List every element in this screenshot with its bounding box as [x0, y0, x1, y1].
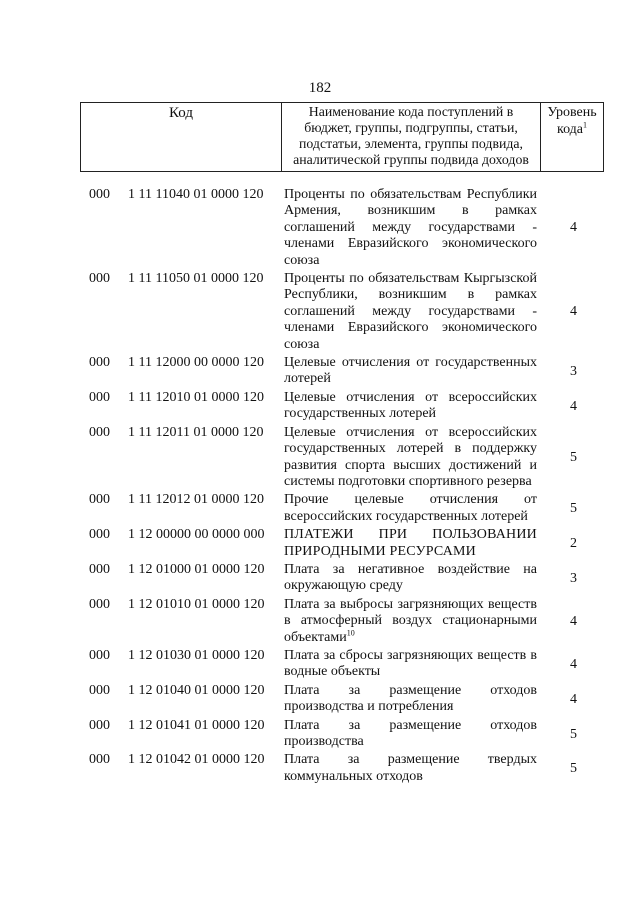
row-level: 3: [570, 570, 577, 586]
header-level-footnote: 1: [583, 120, 588, 130]
row-admin-code: 000: [89, 424, 110, 440]
row-footnote: 10: [346, 627, 355, 637]
table-row: [0, 648, 640, 681]
row-budget-code: 1 12 01000 01 0000 120: [128, 561, 265, 577]
table-row: [0, 271, 640, 353]
row-budget-code: 1 12 01042 01 0000 120: [128, 752, 265, 768]
row-name: [284, 562, 537, 595]
row-name: [284, 187, 537, 269]
row-admin-code: 000: [89, 717, 110, 733]
row-name: [284, 648, 537, 681]
row-level: 4: [570, 613, 577, 629]
header-name-label: [282, 103, 540, 168]
header-level-cell: [541, 103, 603, 171]
row-budget-code: 1 12 01041 01 0000 120: [128, 717, 265, 733]
table-row: [0, 355, 640, 388]
row-name: [284, 597, 537, 646]
header-level-line1: Уровень: [547, 105, 597, 120]
table-row: [0, 425, 640, 491]
row-admin-code: 000: [89, 682, 110, 698]
row-admin-code: 000: [89, 271, 110, 287]
page-number: 182: [308, 80, 332, 96]
header-name-cell: [282, 103, 541, 171]
header-name-line: бюджет, группы, подгруппы, статьи,: [304, 120, 518, 135]
header-level-label: [541, 103, 603, 138]
row-admin-code: 000: [89, 355, 110, 371]
row-name: [284, 425, 537, 491]
table-row: [0, 527, 640, 560]
row-budget-code: 1 11 12000 00 0000 120: [128, 355, 264, 371]
header-code-cell: [81, 103, 282, 171]
row-name: [284, 390, 537, 423]
table-row: [0, 562, 640, 595]
row-name-text: Плата за размещение твердых коммунальных отходов: [284, 752, 537, 784]
row-name: [284, 527, 537, 560]
row-admin-code: 000: [89, 527, 110, 543]
row-level: 4: [570, 691, 577, 707]
row-budget-code: 1 12 00000 00 0000 000: [128, 527, 265, 543]
row-budget-code: 1 11 11050 01 0000 120: [128, 271, 264, 287]
row-admin-code: 000: [89, 647, 110, 663]
row-level: 2: [570, 536, 577, 552]
row-level: 5: [570, 726, 577, 742]
row-budget-code: 1 12 01030 01 0000 120: [128, 647, 265, 663]
row-admin-code: 000: [89, 752, 110, 768]
row-level: 4: [570, 304, 577, 320]
table-row: [0, 752, 640, 785]
row-name: [284, 683, 537, 716]
row-name-text: Целевые отчисления от всероссийских государственных лотерей: [284, 389, 537, 422]
row-budget-code: 1 11 12011 01 0000 120: [128, 424, 264, 440]
table-row: [0, 718, 640, 751]
row-level: 4: [570, 656, 577, 672]
row-level: 3: [570, 364, 577, 380]
row-admin-code: 000: [89, 389, 110, 405]
row-level: 5: [570, 449, 577, 465]
header-name-line: аналитической группы подвида доходов: [293, 152, 529, 167]
row-budget-code: 1 12 01010 01 0000 120: [128, 596, 265, 612]
row-level: 4: [570, 220, 577, 235]
row-budget-code: 1 11 11040 01 0000 120: [128, 187, 264, 202]
table-header: [80, 102, 604, 172]
row-budget-code: 1 11 12012 01 0000 120: [128, 492, 264, 508]
table-row: [0, 597, 640, 646]
table-row: [0, 390, 640, 423]
row-name-text: ПЛАТЕЖИ ПРИ ПОЛЬЗОВАНИИ ПРИРОДНЫМИ РЕСУРСАМИ: [284, 527, 537, 559]
row-name-text: Плата за сбросы загрязняющих веществ в водные объекты: [284, 647, 537, 680]
row-admin-code: 000: [89, 561, 110, 577]
header-name-line: подстатьи, элемента, группы подвида,: [299, 136, 523, 151]
row-name-text: Плата за размещение отходов производства: [284, 717, 537, 749]
row-name: [284, 718, 537, 751]
row-name-text: Проценты по обязательствам Кыргызской Республики, возникшим в рамках соглашений между государствами - членами Евразийского экономического союза: [284, 271, 537, 352]
header-level-line2: кода$^1$: [556, 120, 588, 137]
table-body: [0, 187, 640, 787]
row-name-text: Прочие целевые отчисления от всероссийских государственных лотерей: [284, 492, 537, 524]
row-name-text: Целевые отчисления от всероссийских государственных лотерей в поддержку развития спорта высших достижений и системы подготовки спортивного резерва: [284, 424, 537, 489]
table-row: [0, 683, 640, 716]
table-row: [0, 492, 640, 525]
row-level: 5: [570, 761, 577, 777]
row-budget-code: 1 12 01040 01 0000 120: [128, 682, 265, 698]
table-row: [0, 187, 640, 269]
row-name-text: Плата за выбросы загрязняющих веществ в атмосферный воздух стационарными объектами: [284, 596, 537, 645]
row-name-text: Плата за негативное воздействие на окружающую среду: [284, 561, 537, 594]
row-name-text: Плата за размещение отходов производства и потребления: [284, 682, 537, 715]
row-name-text: Целевые отчисления от государственных лотерей: [284, 355, 537, 387]
header-code-label: Код: [169, 105, 193, 121]
row-level: 5: [570, 501, 577, 517]
row-name: [284, 752, 537, 785]
row-name: [284, 492, 537, 525]
row-budget-code: 1 11 12010 01 0000 120: [128, 389, 264, 405]
row-name: [284, 355, 537, 388]
header-name-line: Наименование кода поступлений в: [308, 104, 514, 119]
row-name-text: Проценты по обязательствам Республики Армения, возникшим в рамках соглашений между государствами - членами Евразийского экономического союза: [284, 187, 537, 268]
row-admin-code: 000: [89, 492, 110, 508]
row-admin-code: 000: [89, 187, 110, 202]
row-admin-code: 000: [89, 596, 110, 612]
row-name: [284, 271, 537, 353]
row-level: 4: [570, 398, 577, 414]
